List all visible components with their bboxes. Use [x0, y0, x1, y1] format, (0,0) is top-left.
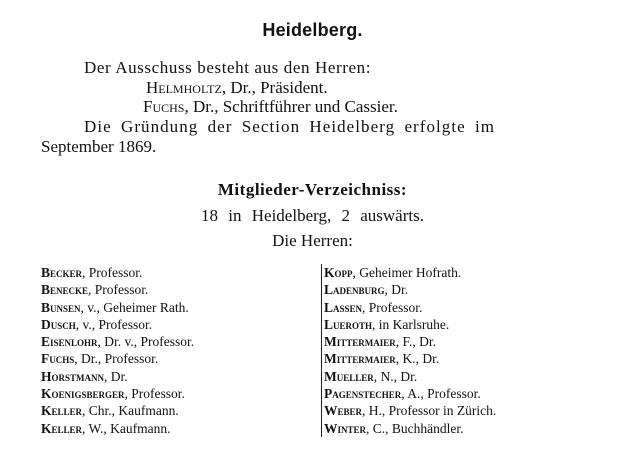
list-item: Pagenstecher, A., Professor.: [324, 386, 481, 402]
committee-member-secretary: [143, 97, 398, 117]
founding-line-1: Die Gründung der Section Heidelberg erfolgte im: [84, 117, 496, 136]
founding-line-2: September 1869.: [41, 137, 157, 156]
member-column-right: [321, 264, 496, 437]
member-name: Helmholtz: [146, 78, 222, 97]
list-item: Fuchs, Dr., Professor.: [41, 351, 159, 367]
list-item: Becker, Professor.: [41, 265, 143, 280]
list-item: Eisenlohr, Dr. v., Professor.: [41, 334, 195, 350]
list-item: Bunsen, v., Geheimer Rath.: [41, 299, 189, 315]
list-item: Benecke, Professor.: [41, 282, 149, 298]
list-item: Weber, H., Professor in Zürich.: [324, 403, 497, 419]
list-item: Mittermaier, K., Dr.: [324, 351, 440, 367]
section-title: Heidelberg.: [262, 20, 363, 40]
list-item: Keller, W., Kaufmann.: [41, 420, 171, 436]
list-item: Horstmann, Dr.: [41, 368, 128, 384]
member-role: , Dr., Präsident.: [221, 78, 328, 97]
committee-member-president: [146, 78, 328, 98]
member-column-left: [41, 264, 194, 437]
list-item: Ladenburg, Dr.: [324, 282, 409, 298]
list-item: Winter, C., Buchhändler.: [324, 420, 464, 436]
list-item: Koenigsberger, Professor.: [41, 386, 185, 402]
list-item: Lassen, Professor.: [324, 299, 423, 315]
member-role: , Dr., Schriftführer und Cassier.: [184, 97, 398, 116]
list-item: Dusch, v., Professor.: [41, 316, 153, 332]
committee-intro: Der Ausschuss besteht aus den Herren:: [84, 58, 372, 77]
member-salutation: Die Herren:: [272, 231, 353, 250]
member-list-heading: Mitglieder-Verzeichniss:: [217, 180, 408, 199]
list-item: Mittermaier, F., Dr.: [324, 334, 436, 350]
member-counts: 18 in Heidelberg, 2 auswärts.: [201, 206, 424, 225]
list-item: Kopp, Geheimer Hofrath.: [324, 265, 462, 280]
member-name: Fuchs: [143, 97, 185, 116]
list-item: Keller, Chr., Kaufmann.: [41, 403, 179, 419]
list-item: Lueroth, in Karlsruhe.: [324, 316, 450, 332]
list-item: Mueller, N., Dr.: [324, 368, 418, 384]
